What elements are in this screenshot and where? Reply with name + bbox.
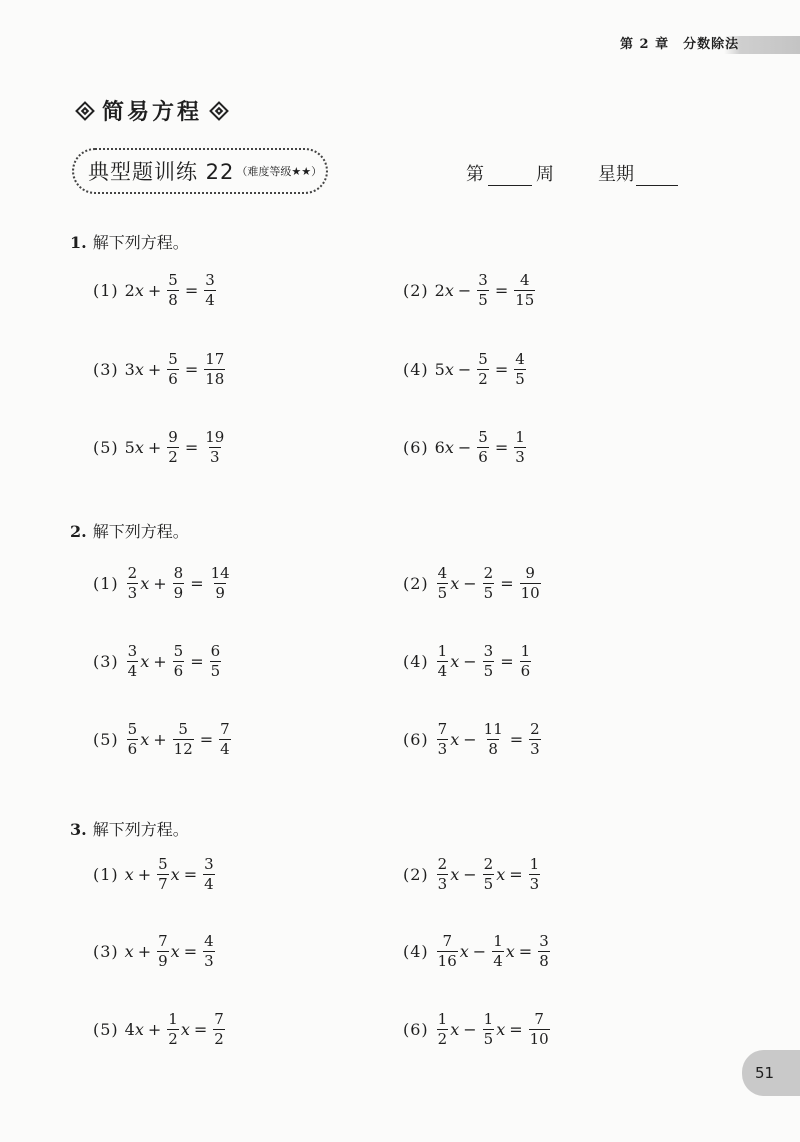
equation [93, 856, 217, 893]
fraction [514, 429, 526, 466]
operator: + [137, 865, 152, 884]
variable: x [134, 438, 144, 457]
numerator: 7 [442, 932, 452, 950]
question-1-heading [70, 230, 189, 253]
denominator: 8 [168, 291, 178, 309]
numerator: 4 [437, 564, 448, 582]
denominator: 6 [127, 740, 138, 758]
numerator: 1 [515, 428, 525, 446]
problem-label: (6) [403, 730, 429, 749]
denominator: 4 [204, 875, 214, 893]
operator: − [472, 942, 487, 961]
problem-label: (3) [93, 942, 119, 961]
question-instruction: 解下列方程。 [92, 233, 189, 252]
variable: x [450, 730, 460, 749]
numerator: 5 [168, 350, 178, 368]
numerator: 5 [478, 350, 488, 368]
numerator: 5 [158, 855, 168, 873]
denominator: 16 [437, 952, 457, 970]
numerator: 3 [205, 271, 215, 289]
equals-sign: = [183, 942, 198, 961]
fraction [529, 1011, 550, 1048]
fraction [529, 721, 541, 758]
denominator: 2 [437, 1030, 448, 1048]
numerator: 19 [205, 428, 225, 446]
denominator: 6 [173, 662, 184, 680]
denominator: 4 [205, 291, 215, 309]
denominator: 5 [483, 584, 494, 602]
numerator: 5 [173, 642, 184, 660]
denominator: 4 [493, 952, 503, 970]
operator: + [147, 281, 162, 300]
fraction [477, 272, 489, 309]
week-day-fill [466, 160, 678, 186]
numerator: 7 [214, 1010, 224, 1028]
page-number: 51 [755, 1064, 775, 1082]
section-title [68, 95, 236, 126]
chapter-header [620, 36, 753, 54]
denominator: 9 [158, 952, 168, 970]
equation [93, 721, 233, 758]
numerator: 7 [534, 1010, 544, 1028]
denominator: 3 [515, 448, 525, 466]
problem-label: (2) [403, 574, 429, 593]
fraction [210, 643, 222, 680]
fraction [157, 933, 169, 970]
variable: x [124, 865, 134, 884]
fraction [514, 272, 535, 309]
equals-sign: = [494, 281, 509, 300]
fraction [483, 721, 504, 758]
denominator: 10 [520, 584, 540, 602]
numerator: 7 [158, 932, 168, 950]
denominator: 10 [529, 1030, 549, 1048]
denominator: 2 [478, 370, 488, 388]
problem-label: (6) [403, 438, 429, 457]
equation [93, 429, 227, 466]
equation [93, 272, 218, 309]
numerator: 2 [437, 855, 448, 873]
fraction [167, 429, 179, 466]
equation [403, 565, 543, 602]
problem-label: (6) [403, 1020, 429, 1039]
equation [93, 933, 217, 970]
week-blank[interactable] [488, 163, 532, 186]
numerator: 5 [168, 271, 178, 289]
equation [403, 933, 552, 970]
denominator: 5 [483, 1030, 494, 1048]
denominator: 7 [158, 875, 168, 893]
diamond-icon [75, 101, 95, 121]
denominator: 15 [515, 291, 535, 309]
variable: x [140, 730, 150, 749]
equals-sign: = [509, 730, 524, 749]
fraction [529, 856, 541, 893]
operator: − [457, 281, 472, 300]
numerator: 7 [437, 720, 448, 738]
denominator: 9 [173, 584, 184, 602]
variable: x [496, 1020, 506, 1039]
chapter-number: 第 2 章 [620, 37, 670, 52]
equals-sign: = [184, 281, 199, 300]
fraction [437, 721, 449, 758]
equals-sign: = [184, 360, 199, 379]
fraction [210, 565, 231, 602]
denominator: 18 [205, 370, 225, 388]
equation [403, 721, 543, 758]
numerator: 3 [478, 271, 488, 289]
equals-sign: = [494, 438, 509, 457]
fraction [483, 565, 495, 602]
fraction [204, 429, 225, 466]
variable: x [496, 865, 506, 884]
problem-label: (4) [403, 942, 429, 961]
denominator: 9 [215, 584, 225, 602]
question-instruction: 解下列方程。 [92, 820, 189, 839]
equation [403, 856, 542, 893]
equation [93, 1011, 227, 1048]
numerator: 5 [127, 720, 138, 738]
numerator: 11 [483, 720, 503, 738]
fraction [157, 856, 169, 893]
fraction [173, 565, 185, 602]
numerator: 2 [483, 564, 494, 582]
numerator: 1 [437, 642, 448, 660]
question-3-heading [70, 817, 189, 840]
denominator: 3 [529, 875, 540, 893]
numerator: 4 [520, 271, 530, 289]
variable: x [444, 281, 454, 300]
equals-sign: = [500, 652, 514, 671]
operator: + [147, 360, 162, 379]
denominator: 5 [478, 291, 488, 309]
drill-title-box [72, 148, 328, 194]
equation [403, 429, 528, 466]
operator: + [147, 438, 162, 457]
operator: − [463, 1020, 477, 1039]
numerator: 1 [437, 1010, 448, 1028]
fraction [204, 272, 216, 309]
question-2-heading [70, 519, 189, 542]
numerator: 3 [204, 855, 214, 873]
denominator: 5 [210, 662, 221, 680]
equals-sign: = [190, 574, 204, 593]
week-label-zhou: 周 [536, 164, 554, 185]
denominator: 5 [437, 584, 448, 602]
question-instruction: 解下列方程。 [92, 522, 189, 541]
denominator: 3 [437, 740, 448, 758]
equals-sign: = [509, 865, 523, 884]
variable: x [140, 652, 150, 671]
fraction [520, 565, 541, 602]
numerator: 2 [127, 564, 138, 582]
variable: x [134, 1020, 144, 1039]
operator: − [463, 652, 477, 671]
fraction [492, 933, 504, 970]
problem-label: (1) [93, 574, 119, 593]
problem-label: (1) [93, 281, 119, 300]
denominator: 3 [210, 448, 220, 466]
equals-sign: = [199, 730, 214, 749]
fraction [127, 643, 139, 680]
operator: + [153, 652, 167, 671]
fraction [437, 1011, 449, 1048]
numerator: 4 [204, 932, 214, 950]
coefficient: 4 [124, 1020, 135, 1039]
fraction [203, 933, 215, 970]
denominator: 4 [220, 740, 230, 758]
question-number: 1. [70, 233, 87, 252]
operator: − [463, 730, 477, 749]
question-number: 3. [70, 820, 87, 839]
coefficient: 2 [124, 281, 135, 300]
equals-sign: = [190, 652, 204, 671]
fraction [477, 429, 489, 466]
variable: x [505, 942, 515, 961]
problem-label: (4) [403, 652, 429, 671]
fraction [204, 351, 225, 388]
denominator: 5 [483, 662, 494, 680]
variable: x [450, 652, 460, 671]
fraction [514, 351, 526, 388]
denominator: 2 [168, 448, 178, 466]
denominator: 4 [127, 662, 138, 680]
fraction [477, 351, 489, 388]
weekday-blank[interactable] [636, 163, 678, 186]
numerator: 17 [205, 350, 225, 368]
diamond-icon [209, 101, 229, 121]
denominator: 5 [483, 875, 494, 893]
equals-sign: = [518, 942, 533, 961]
numerator: 9 [525, 564, 535, 582]
numerator: 3 [539, 932, 549, 950]
problem-label: (5) [93, 438, 119, 457]
section-title-text: 简易方程 [102, 100, 203, 125]
fraction [203, 856, 215, 893]
coefficient: 6 [434, 438, 445, 457]
denominator: 6 [520, 662, 531, 680]
equals-sign: = [500, 574, 514, 593]
numerator: 1 [483, 1010, 494, 1028]
numerator: 1 [520, 642, 531, 660]
denominator: 6 [168, 370, 178, 388]
fraction [173, 643, 185, 680]
denominator: 12 [173, 740, 193, 758]
problem-label: (5) [93, 730, 119, 749]
equation [93, 643, 223, 680]
fraction [173, 721, 194, 758]
numerator: 14 [210, 564, 230, 582]
equals-sign: = [509, 1020, 523, 1039]
denominator: 3 [530, 740, 540, 758]
fraction [167, 1011, 179, 1048]
denominator: 8 [488, 740, 498, 758]
denominator: 3 [204, 952, 214, 970]
fraction [437, 565, 449, 602]
denominator: 4 [437, 662, 448, 680]
problem-label: (5) [93, 1020, 119, 1039]
numerator: 3 [127, 642, 138, 660]
coefficient: 5 [434, 360, 445, 379]
variable: x [140, 574, 150, 593]
problem-label: (1) [93, 865, 119, 884]
numerator: 9 [168, 428, 178, 446]
coefficient: 5 [124, 438, 135, 457]
operator: + [147, 1020, 162, 1039]
weekday-label: 星期 [598, 164, 634, 185]
numerator: 7 [220, 720, 230, 738]
operator: + [153, 730, 167, 749]
operator: + [153, 574, 167, 593]
fraction [213, 1011, 225, 1048]
variable: x [124, 942, 134, 961]
equals-sign: = [193, 1020, 208, 1039]
fraction [483, 643, 495, 680]
operator: − [457, 360, 472, 379]
fraction [167, 351, 179, 388]
equation [93, 351, 227, 388]
problem-label: (4) [403, 360, 429, 379]
difficulty-level: （难度等级★★） [236, 165, 323, 178]
numerator: 6 [210, 642, 221, 660]
variable: x [170, 942, 180, 961]
equals-sign: = [184, 438, 199, 457]
denominator: 8 [539, 952, 549, 970]
week-label-di: 第 [466, 164, 484, 185]
operator: − [457, 438, 472, 457]
coefficient: 3 [124, 360, 135, 379]
fraction [127, 565, 139, 602]
problem-label: (3) [93, 360, 119, 379]
variable: x [450, 1020, 460, 1039]
fraction [483, 856, 495, 893]
operator: − [463, 865, 477, 884]
equation [403, 272, 537, 309]
equation [403, 643, 533, 680]
fraction [437, 933, 458, 970]
denominator: 6 [478, 448, 488, 466]
numerator: 1 [493, 932, 503, 950]
problem-label: (2) [403, 281, 429, 300]
problem-label: (2) [403, 865, 429, 884]
variable: x [459, 942, 469, 961]
equation [93, 565, 233, 602]
fraction [538, 933, 550, 970]
numerator: 1 [168, 1010, 178, 1028]
equals-sign: = [183, 865, 198, 884]
drill-title: 典型题训练 22 [88, 160, 235, 184]
numerator: 5 [478, 428, 488, 446]
denominator: 2 [214, 1030, 224, 1048]
equals-sign: = [494, 360, 509, 379]
operator: − [463, 574, 477, 593]
equation [403, 351, 528, 388]
fraction [167, 272, 179, 309]
fraction [483, 1011, 495, 1048]
denominator: 5 [515, 370, 525, 388]
fraction [520, 643, 532, 680]
fraction [127, 721, 139, 758]
numerator: 5 [178, 720, 188, 738]
chapter-title: 分数除法 [683, 37, 740, 52]
variable: x [180, 1020, 190, 1039]
operator: + [137, 942, 152, 961]
fraction [437, 643, 449, 680]
numerator: 2 [483, 855, 494, 873]
coefficient: 2 [434, 281, 445, 300]
variable: x [450, 574, 460, 593]
variable: x [170, 865, 180, 884]
numerator: 1 [529, 855, 540, 873]
fraction [437, 856, 449, 893]
variable: x [444, 360, 454, 379]
numerator: 4 [515, 350, 525, 368]
variable: x [134, 360, 144, 379]
numerator: 2 [530, 720, 540, 738]
variable: x [450, 865, 460, 884]
denominator: 2 [168, 1030, 178, 1048]
numerator: 8 [173, 564, 184, 582]
variable: x [444, 438, 454, 457]
equation [403, 1011, 552, 1048]
problem-label: (3) [93, 652, 119, 671]
denominator: 3 [127, 584, 138, 602]
denominator: 3 [437, 875, 448, 893]
variable: x [134, 281, 144, 300]
fraction [219, 721, 231, 758]
numerator: 3 [483, 642, 494, 660]
question-number: 2. [70, 522, 87, 541]
